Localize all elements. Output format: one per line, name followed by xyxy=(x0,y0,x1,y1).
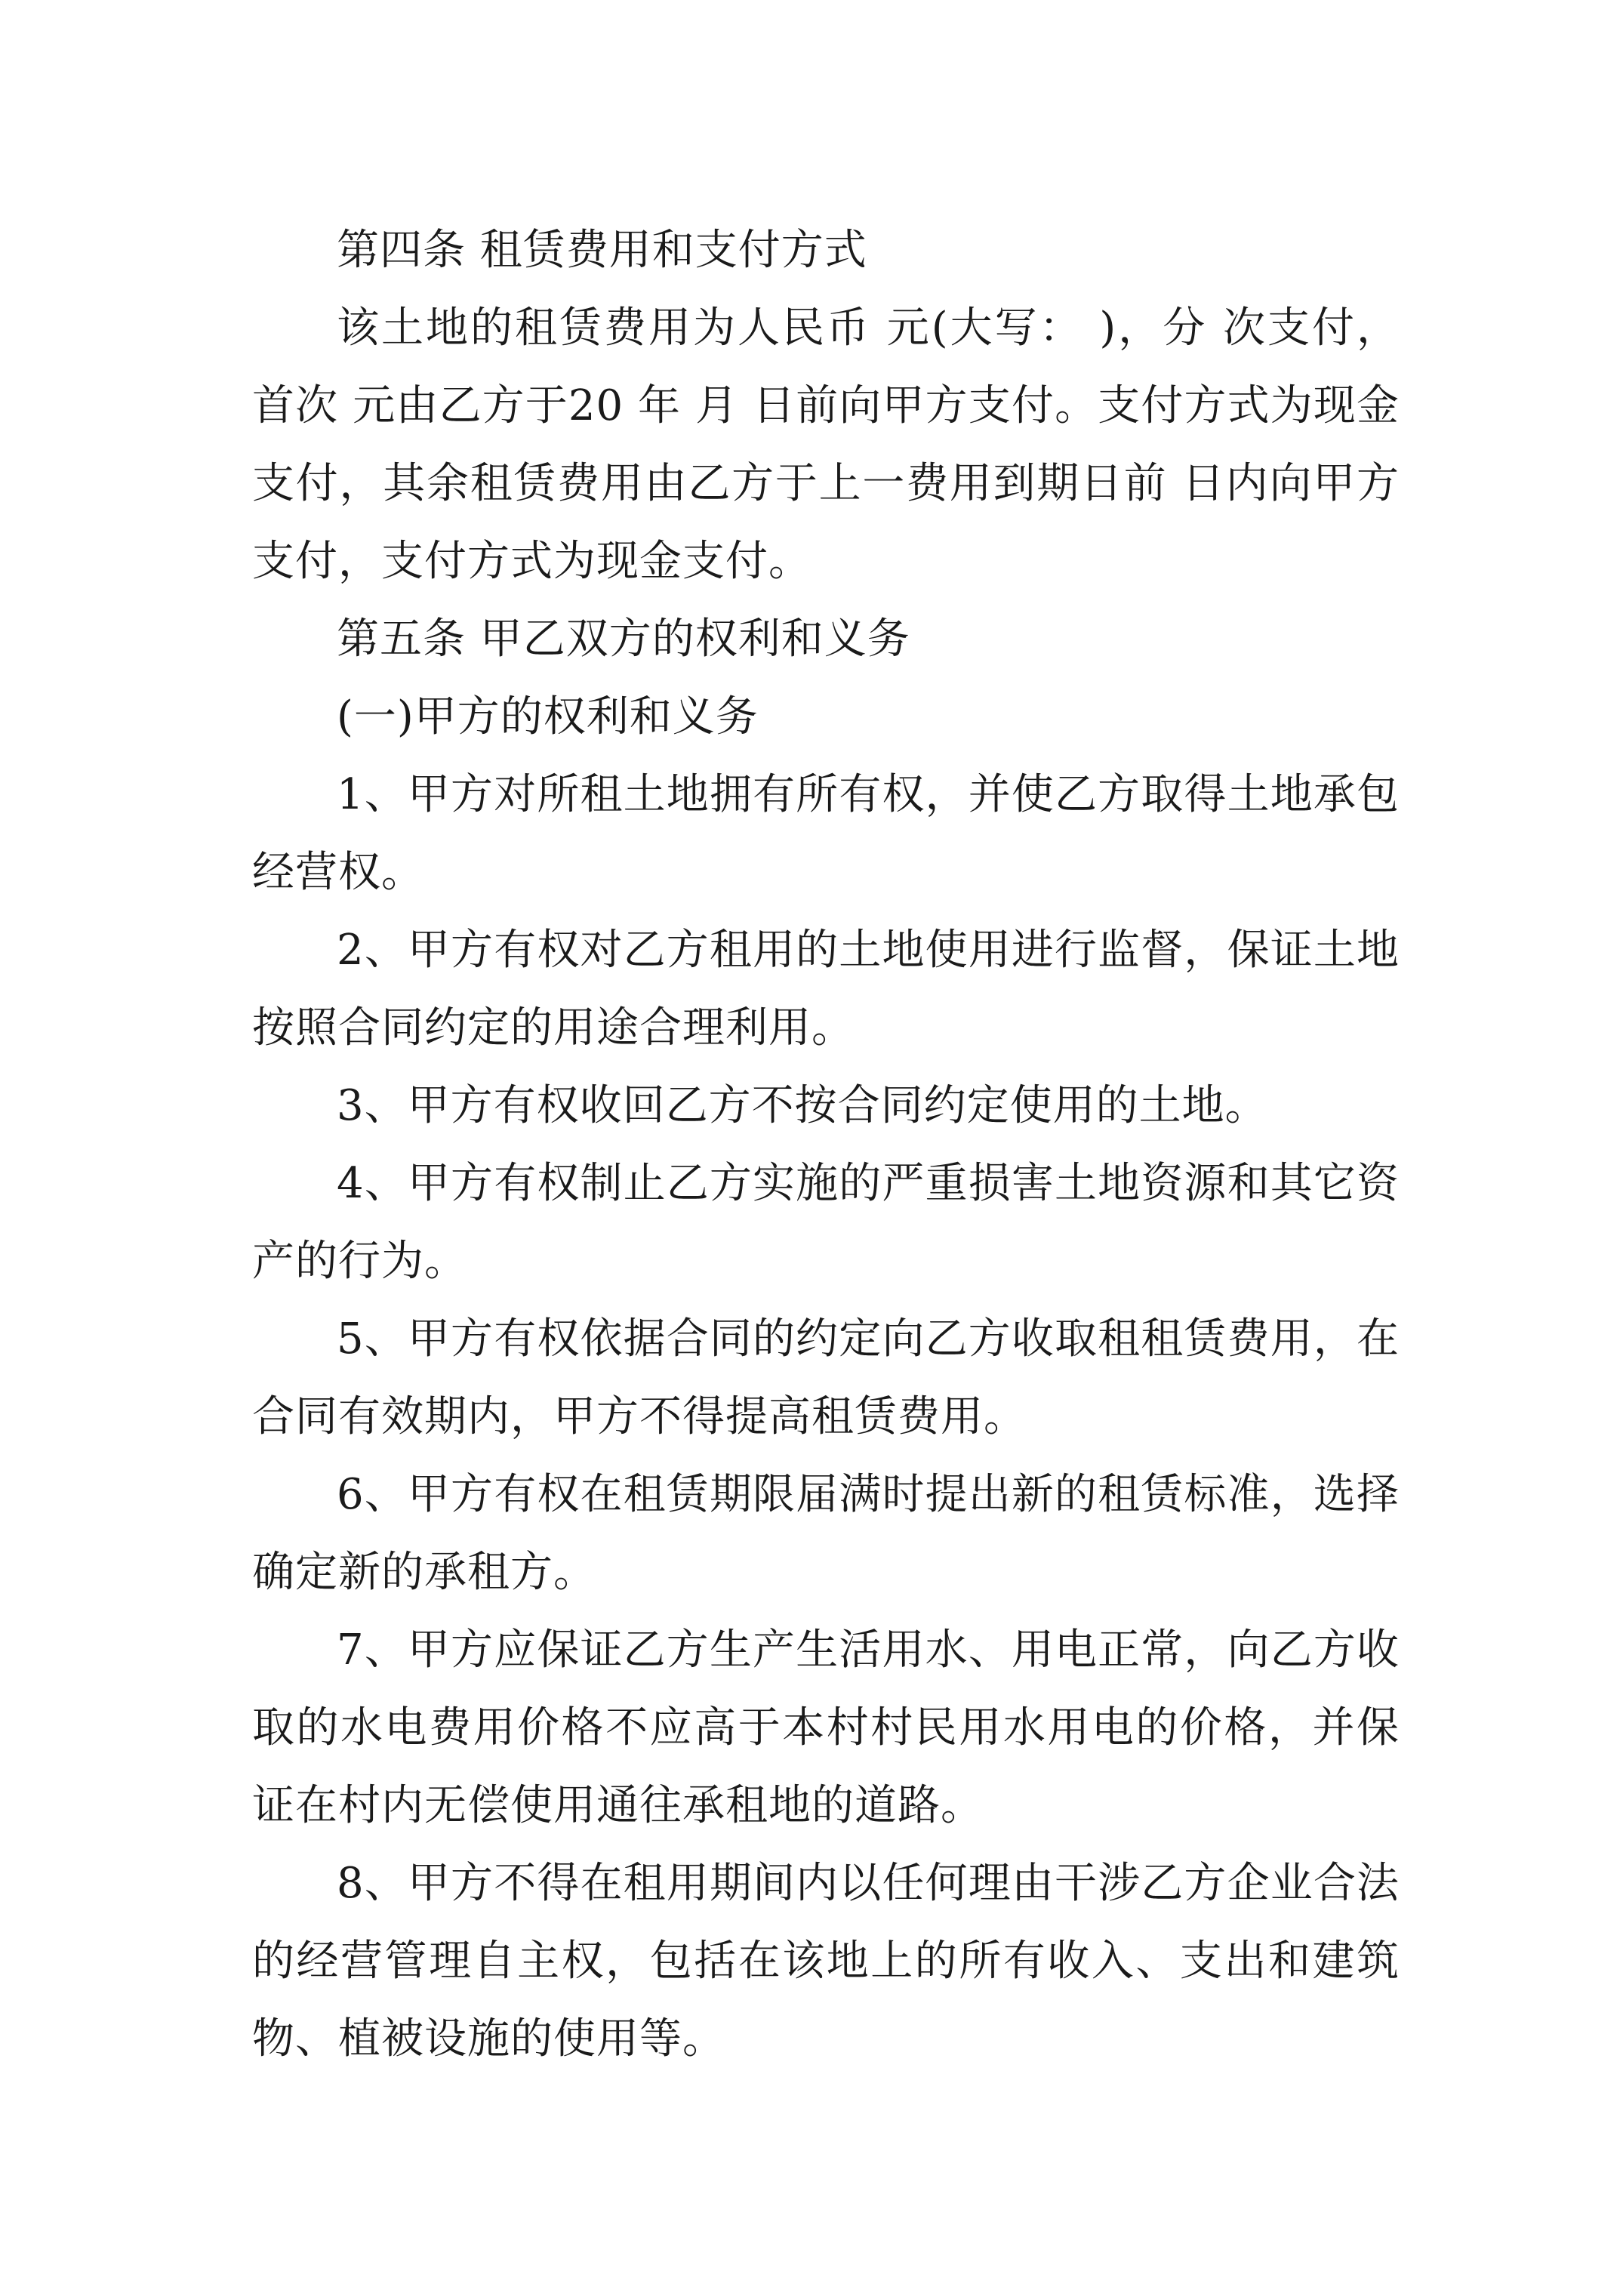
clause-8: 8、甲方不得在租用期间内以任何理由干涉乙方企业合法的经营管理自主权，包括在该地上的所有收入、支出和建筑物、植被设施的使用等。 xyxy=(252,1859,1400,2063)
clause-3: 3、甲方有权收回乙方不按合同约定使用的土地。 xyxy=(337,1081,1268,1130)
clause-7: 7、甲方应保证乙方生产生活用水、用电正常，向乙方收取的水电费用价格不应高于本村村民用水用电的价格，并保证在村内无偿使用通往承租地的道路。 xyxy=(252,1626,1400,1830)
section-party-a-heading: (一)甲方的权利和义务 xyxy=(337,692,759,741)
clause-5: 5、甲方有权依据合同的约定向乙方收取租租赁费用，在合同有效期内，甲方不得提高租赁费用。 xyxy=(252,1314,1400,1441)
article-4-heading: 第四条 租赁费用和支付方式 xyxy=(337,226,867,275)
clause-6: 6、甲方有权在租赁期限届满时提出新的租赁标准，选择确定新的承租方。 xyxy=(252,1470,1400,1597)
article-4-paragraph: 该土地的租赁费用为人民币 元(大写： )，分 次支付，首次 元由乙方于20 年 月 日前向甲方支付。支付方式为现金支付，其余租赁费用由乙方于上一费用到期日前 日内向甲方支付，支付方式为现金支付。 xyxy=(252,304,1400,586)
article-5-heading: 第五条 甲乙双方的权利和义务 xyxy=(337,615,910,664)
clause-4: 4、甲方有权制止乙方实施的严重损害土地资源和其它资产的行为。 xyxy=(252,1159,1400,1286)
clause-2: 2、甲方有权对乙方租用的土地使用进行监督，保证土地按照合同约定的用途合理利用。 xyxy=(252,926,1400,1052)
document-body xyxy=(252,211,1400,2078)
clause-1: 1、甲方对所租土地拥有所有权，并使乙方取得土地承包经营权。 xyxy=(252,770,1400,897)
